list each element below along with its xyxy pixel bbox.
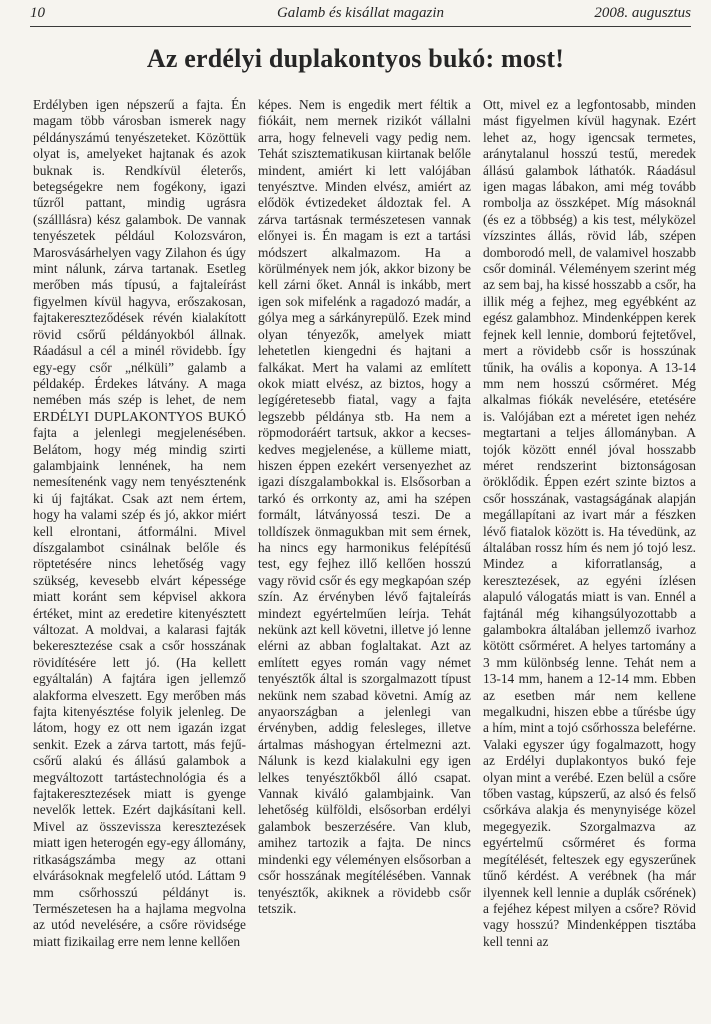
text-column-3 <box>483 97 696 1019</box>
article-body <box>33 97 696 1019</box>
column-1-text: Erdélyben igen népszerű a fajta. Én magam több városban ismerek nagy példányszámú tenyészeteket. Közöttük olyat is, amelyeket hajtanak és azok buknak is. Rendkívül életerős, betegségekre nem fogékony, igazi tűzről pattant, mindig ugrásra (szálllásra) kész galambok. De vannak tenyészetek például Kolozsváron, Marosvásárhelyen vagy Zilahon és úgy mint nálunk, zárva tartanak. Esetleg merőben más típusú, a fajtaleírást figyelmen kívül hagyva, erőszakosan, fajtakereszteződések révén kialakított rövid csőrű példányokból állnak. Ráadásul a cél a minél rövidebb. Így egy-egy csőr „nélküli” galamb a példakép. Érdekes látvány. A maga nemében más szép is lehet, de nem ERDÉLYI DUPLAKONTYOS BUKÓ fajta a jelenlegi megjelenésében. Belátom, hogy még mindig szirti galambjaink lennének, ha nem nemesítenénk vagy nem tenyésztenénk ki új fajtákat. Csak azt nem értem, hogy ha valami szép és jó, akkor miért kell elrontani, átformálni. Mivel díszgalambot csinálnak belőle és röptetésére nincs lehetőség vagy szükség, kevesebb elvárt képessége miatt koránt sem képvisel akkora értéket, mint az eredetire kitenyésztett változat. A moldvai, a kalarasi fajták bekeresztezése csak a csőr hosszának rövidítésére lett jó. (Ha kellett egyáltalán) A fajtára igen jellemző alakforma elveszett. Egy merőben más fajta kitenyésztése folyik jelenleg. De látom, hogy ez ott nem igazán izgat senkit. Ezek a zárva tartott, más fejű-csőrű alakú és állású galambok a megváltozott tartástechnológia és a fajtakeresztezések miatt is gyenge nevelők lettek. Ezért dajkásítani kell. Mivel az összevissza keresztezések miatt igen heterogén egy-egy állomány, ritkaságszámba megy az ottani elvárásoknak megfelelő utód. Láttam 9 mm csőrhosszú példányt is. Természetesen ha a hajlama megvolna az utód nevelésére, a csőre rövidsége miatt fizikailag erre nem lenne kellően <box>33 97 246 949</box>
article-title: Az erdélyi duplakontyos bukó: most! <box>146 44 565 73</box>
text-column-1 <box>33 97 246 1019</box>
page-number: 10 <box>30 5 45 21</box>
text-column-2 <box>258 97 471 1019</box>
column-3-text: Ott, mivel ez a legfontosabb, minden mást figyelmen kívül hagynak. Ezért lehet az, hogy igencsak termetes, aránytalanul hosszú testű, meredek állású galambok láthatók. Ráadásul igen magas lábakon, ami még tovább rombolja az összképet. Míg másoknál (és ez a többség) a kis test, mélyközel vízszintes állás, rövid láb, szépen domborodó mell, de valamivel hoszabb csőr dominál. Véleményem szerint még az sem baj, ha kissé hosszabb a csőr, ha illik még a fejhez, meg egyébként az egész galambhoz. Mindenképpen kerek fejnek kell lennie, domború fejtetővel, mert a rövidebb csőr is hosszúnak tűnik, ha ovális a koponya. A 13-14 mm nem hosszú csőrméret. Még alkalmas fiókák nevelésére, etetésére is. Valójában ezt a méretet igen nehéz megtartani a teljes állományban. A tojók között ennél jóval hosszabb méret rendszerint biztonságosan öröklődik. Éppen ezért szinte biztos a csőr hosszának, vastagságának alapján megállapítani az ivart már a fészken lévő fiatalok között is. Ha tévedünk, az általában rossz hím és nem jó tojó lesz. Mindez a kiforratlanság, a keresztezések, az egyéni ízlésen alapuló válogatás miatt is van. Ennél a fajtánál még kihangsúlyozottabb a galambokra általában jellemző ivarhoz kötött csőrméret. A helyes tartomány a 3 mm különbség lenne. Tehát nem a 13-14 mm, hanem a 12-14 mm. Ebben az esetben már nem kellene megalkudni, hiszen ebbe a tűrésbe úgy a hím, mint a tojó csőrhossza beleférne. Valaki egyszer úgy fogalmazott, hogy az Erdélyi duplakontyos bukó feje olyan mint a verébé. Ezen belül a csőre tőben vastag, kúpszerű, az alsó és felső csőrkáva alakja és menynyisége közel megegyezik. Szorgalmazva az egyértelmű csőrméret és forma megítélését, felteszek egy egyszerűnek tűnő kérdést. A verébnek (ha már ilyennek kell lennie a duplák csőrének) a fejéhez képest milyen a csőre? Rövid vagy hosszú? Mindenképpen tisztába kell tenni az <box>483 97 696 949</box>
issue-date: 2008. augusztus <box>594 5 691 21</box>
page-header <box>30 4 691 27</box>
column-2-text: képes. Nem is engedik mert féltik a fiókáit, nem mernek rizikót vállalni arra, hogy felneveli vagy pedig nem. Tehát szisztematikusan kiirtanak belőle mindent, amiért ki lett valójában tenyésztve. Minden elvész, amiért az elődök évtizedeket áldoztak fel. A zárva tartásnak természetesen vannak előnyei is. Én magam is ezt a tartási módszert alkalmazom. Ha a körülmények nem jók, akkor bizony be kell zárni őket. Annál is inkább, mert igen sok mifelénk a ragadozó madár, a gólya meg a sárkányrepülő. Ezek mind olyan tényezők, amelyek miatt lehetetlen kiengedni és hajtani a falkákat. Mert ha valami az említett okok miatt elvész, az biztos, hogy a legígéretesebb fiatal, vagy a fajta legszebb példánya stb. Ha nem a röpmodoráért tartsuk, akkor a kecses-kedves megjelenése, a külleme miatt, hiszen éppen ezekért versenyezhet az igazi díszgalambokkal is. Elsősorban a tarkó és orrkonty az, ami ha szépen formált, látványossá teszi. De a tolldíszek önmagukban mit sem érnek, ha nincs egy harmonikus felépítésű test, egy fejhez illő kellően hosszú vagy rövid csőr és egy megkapóan szép szín. Az érvényben lévő fajtaleírás mindezt egyértelműen leírja. Tehát nekünk azt kell követni, illetve jó lenne elérni az abban foglaltakat. Azt az említett egyes román vagy német tenyésztők által is szorgalmazott típust nekünk nem szabad követni. Amíg az anyaországban a jelenlegi van érvényben, addig felesleges, illetve ártalmas máshogyan értelmezni azt. Nálunk is kezd kialakulni egy igen lelkes tenyésztőkből álló csapat. Vannak kiváló galambjaink. Van lehetőség külföldi, elsősorban erdélyi galambok beszerzésére. Van klub, amihez tartozik a fajta. De nincs mindenki egy véleményen elsősorban a csőr hosszának megítélésében. Vannak tenyésztők, akiknek a rövidebb csőr tetszik. <box>258 97 471 916</box>
magazine-name: Galamb és kisállat magazin <box>276 5 445 21</box>
